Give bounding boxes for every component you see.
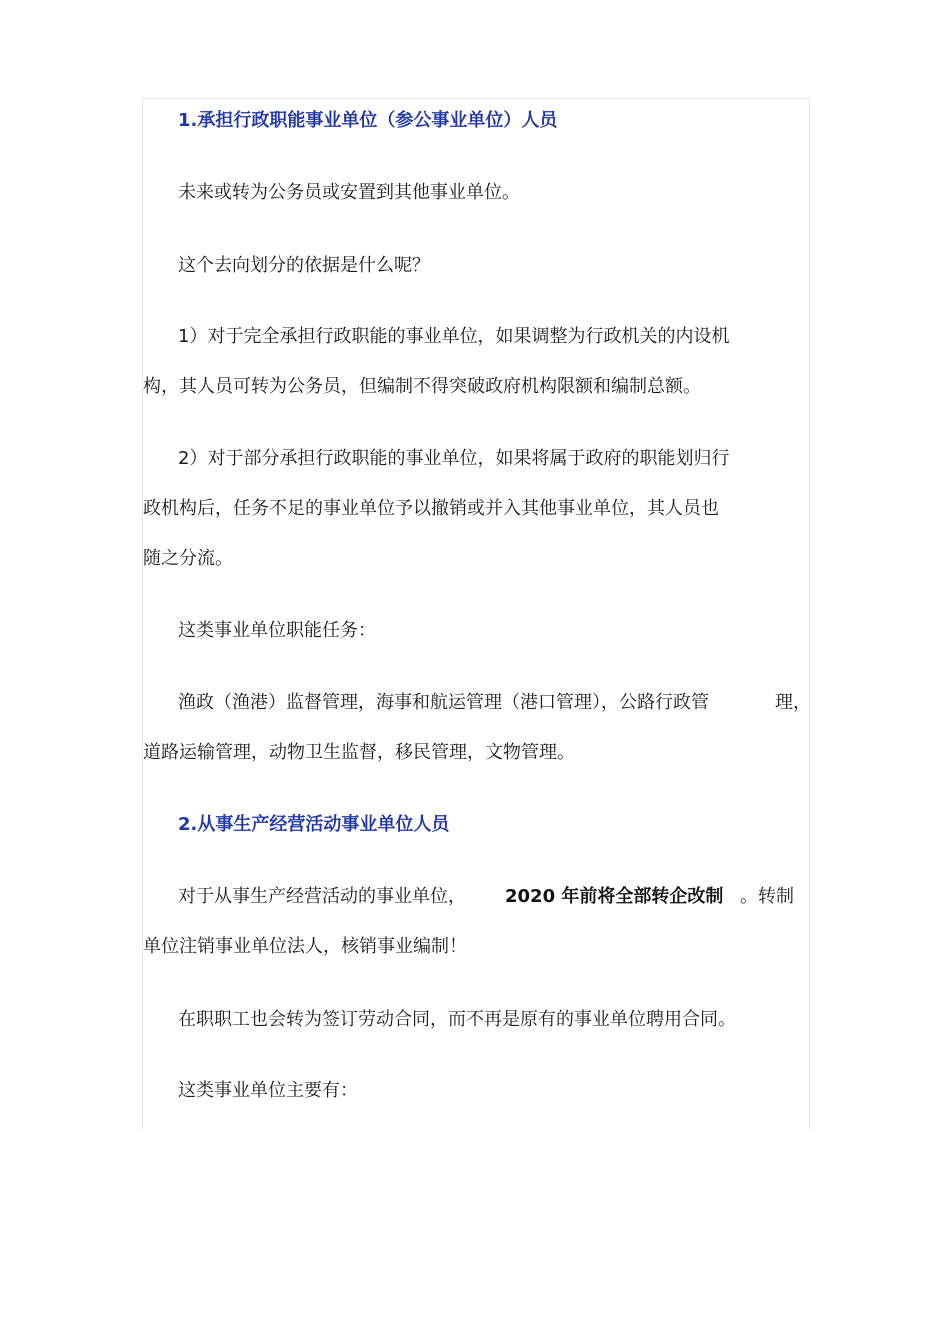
section1-paragraph-3-line-1: 1）对于完全承担行政职能的事业单位，如果调整为行政机关的内设机	[178, 326, 730, 347]
section1-paragraph-1: 未来或转为公务员或安置到其他事业单位。	[178, 182, 520, 203]
document-frame	[142, 98, 810, 1129]
section1-paragraph-2: 这个去向划分的依据是什么呢？	[178, 255, 430, 276]
section1-paragraph-6-line-1b: 理，	[775, 692, 811, 713]
section1-heading: 1.承担行政职能事业单位（参公事业单位）人员	[178, 110, 558, 131]
section1-paragraph-4-line-3: 随之分流。	[143, 548, 233, 569]
section2-heading: 2.从事生产经营活动事业单位人员	[178, 814, 450, 835]
section2-paragraph-2: 在职职工也会转为签订劳动合同，而不再是原有的事业单位聘用合同。	[178, 1009, 736, 1030]
section2-paragraph-1-line-1b: 。转制	[740, 886, 794, 907]
section2-paragraph-3: 这类事业单位主要有：	[178, 1080, 358, 1101]
section1-paragraph-4-line-2: 政机构后，任务不足的事业单位予以撤销或并入其他事业单位，其人员也	[143, 498, 719, 519]
section2-paragraph-1-line-2: 单位注销事业单位法人，核销事业编制！	[143, 936, 467, 957]
section1-paragraph-4-line-1: 2）对于部分承担行政职能的事业单位，如果将属于政府的职能划归行	[178, 448, 730, 469]
section1-paragraph-6-line-1a: 渔政（渔港）监督管理，海事和航运管理（港口管理），公路行政管	[178, 692, 709, 713]
section1-paragraph-6-line-2: 道路运输管理，动物卫生监督，移民管理，文物管理。	[143, 742, 575, 763]
section2-paragraph-1-bold: 2020 年前将全部转企改制	[505, 886, 724, 907]
section2-paragraph-1-line-1a: 对于从事生产经营活动的事业单位，	[178, 886, 466, 907]
section1-paragraph-3-line-2: 构，其人员可转为公务员，但编制不得突破政府机构限额和编制总额。	[143, 376, 701, 397]
section1-paragraph-5: 这类事业单位职能任务：	[178, 620, 376, 641]
